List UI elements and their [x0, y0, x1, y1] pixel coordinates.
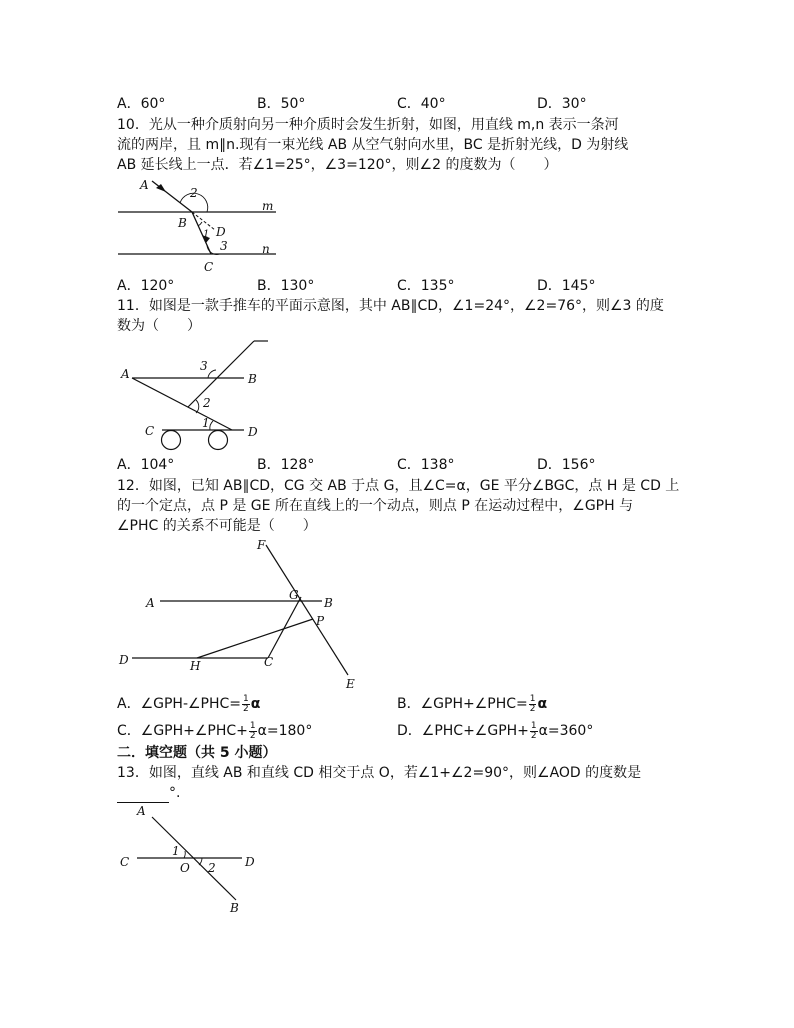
- q10-option-a: A．120°: [117, 278, 175, 294]
- q10-label-angle-2: 2: [190, 186, 198, 200]
- q13-label-b: B: [230, 901, 239, 915]
- q12-label-f: F: [257, 538, 266, 552]
- q12-label-a: A: [146, 596, 155, 610]
- q12-option-c-numerator: 1: [249, 720, 256, 731]
- q12-option-a-text: A．∠GPH-∠PHC=: [117, 696, 242, 712]
- q11-text-line-1: 11．如图是一款手推车的平面示意图，其中 AB∥CD，∠1=24°，∠2=76°，则∠3 的度: [117, 298, 664, 314]
- q13-label-d: D: [245, 855, 255, 869]
- q10-label-d: D: [216, 225, 226, 239]
- q12-label-h: H: [190, 659, 201, 673]
- q10-text-line-3: AB 延长线上一点．若∠1=25°，∠3=120°，则∠2 的度数为（ ）: [117, 157, 558, 173]
- q11-label-b: B: [248, 372, 257, 386]
- q11-label-d: D: [248, 425, 258, 439]
- q12-option-d-denominator: 2: [530, 730, 537, 741]
- q12-option-c-denominator: 2: [249, 730, 256, 741]
- q10-label-n: n: [262, 242, 270, 256]
- q13-label-a: A: [137, 804, 146, 818]
- q12-label-e: E: [346, 677, 355, 691]
- q13-angle-1-arc: [184, 851, 185, 858]
- q11-option-c: C．138°: [397, 457, 455, 473]
- q12-option-a-numerator: 1: [243, 693, 249, 704]
- q12-text-line-2: 的一个定点，点 P 是 GE 所在直线上的一个动点，则点 P 在运动过程中，∠GPH 与: [117, 498, 634, 514]
- q11-label-angle-2: 2: [203, 396, 211, 410]
- q13-label-angle-1: 1: [172, 844, 180, 858]
- q11-option-d: D．156°: [537, 457, 596, 473]
- q12-option-d-numerator: 1: [530, 720, 537, 731]
- q12-option-b-text: B．∠GPH+∠PHC=: [397, 696, 528, 712]
- q12-label-c: C: [264, 655, 274, 669]
- q12-option-c-text: C．∠GPH+∠PHC+: [117, 723, 248, 739]
- q12-option-b-denominator: 2: [529, 703, 536, 714]
- q12-option-a-suffix: α: [250, 696, 261, 712]
- q13-angle-2-arc: [199, 858, 202, 865]
- q12-text-line-1: 12．如图，已知 AB∥CD，CG 交 AB 于点 G，且∠C=α，GE 平分∠BGC，点 H 是 CD 上: [117, 478, 680, 494]
- q12-option-c-suffix: α=180°: [257, 723, 313, 739]
- q10-label-c: C: [204, 260, 214, 274]
- q11-label-angle-3: 3: [200, 359, 208, 373]
- q13-label-angle-2: 2: [208, 861, 216, 875]
- q11-label-a: A: [121, 367, 130, 381]
- q12-option-a-denominator: 2: [243, 703, 249, 714]
- q12-label-g: G: [289, 588, 299, 602]
- q10-option-b: B．130°: [257, 278, 315, 294]
- q13-label-c: C: [120, 855, 130, 869]
- q12-label-b: B: [324, 596, 333, 610]
- q12-option-b-suffix: α: [537, 696, 548, 712]
- q12-option-d-text: D．∠PHC+∠GPH+: [397, 723, 529, 739]
- q11-label-angle-1: 1: [202, 416, 210, 430]
- q9-option-d: D．30°: [537, 96, 587, 112]
- q11-option-b: B．128°: [257, 457, 315, 473]
- q12-text-line-3: ∠PHC 的关系不可能是（ ）: [117, 518, 317, 534]
- q12-label-d: D: [119, 653, 129, 667]
- q10-option-c: C．135°: [397, 278, 455, 294]
- q10-label-m: m: [262, 199, 274, 213]
- q13-label-o: O: [180, 861, 190, 875]
- q11-text-line-2: 数为（ ）: [117, 318, 201, 334]
- q11-label-c: C: [145, 424, 155, 438]
- q10-label-angle-3: 3: [220, 239, 228, 253]
- q9-option-c: C．40°: [397, 96, 446, 112]
- q12-option-b-numerator: 1: [529, 693, 536, 704]
- q12-option-d-suffix: α=360°: [538, 723, 594, 739]
- q11-option-a: A．104°: [117, 457, 175, 473]
- q10-label-angle-1: 1: [203, 229, 210, 240]
- q10-text-line-2: 流的两岸，且 m∥n.现有一束光线 AB 从空气射向水里，BC 是折射光线，D 为射线: [117, 137, 629, 153]
- q10-text-line-1: 10．光从一种介质射向另一种介质时会发生折射，如图，用直线 m,n 表示一条河: [117, 117, 619, 133]
- section-2-title: 二．填空题（共 5 小题）: [117, 745, 277, 761]
- q13-answer-suffix: °.: [169, 785, 181, 801]
- q10-option-d: D．145°: [537, 278, 596, 294]
- q10-label-a: A: [140, 178, 149, 192]
- q12-label-p: P: [316, 614, 325, 628]
- q13-text-line-1: 13．如图，直线 AB 和直线 CD 相交于点 O，若∠1+∠2=90°，则∠AOD 的度数是: [117, 765, 642, 781]
- q9-option-a: A．60°: [117, 96, 166, 112]
- q9-option-b: B．50°: [257, 96, 306, 112]
- q10-label-b: B: [178, 216, 187, 230]
